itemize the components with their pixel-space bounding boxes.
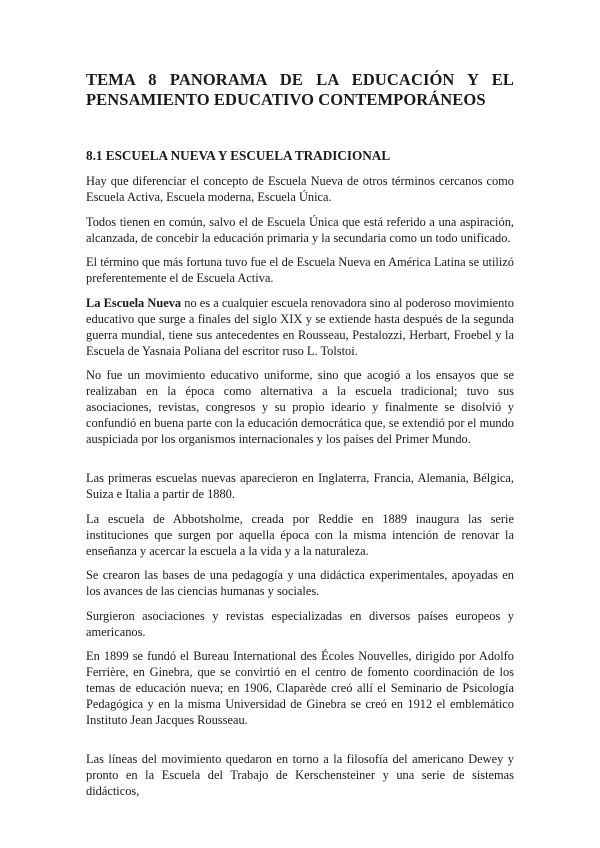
paragraph: Surgieron asociaciones y revistas especializadas en diversos países europeos y americanos. bbox=[86, 608, 514, 639]
paragraph: Las líneas del movimiento quedaron en torno a la filosofía del americano Dewey y pronto en la Escuela del Trabajo de Kerschensteiner y una serie de sistemas didácticos, bbox=[86, 752, 514, 798]
section-heading: 8.1 ESCUELA NUEVA Y ESCUELA TRADICIONAL bbox=[86, 148, 391, 163]
paragraph: El término que más fortuna tuvo fue el de Escuela Nueva en América Latina se utilizó preferentemente el de Escuela Activa. bbox=[86, 255, 514, 285]
paragraph: Las primeras escuelas nuevas aparecieron en Inglaterra, Francia, Alemania, Bélgica, Suiza e Italia a partir de 1880. bbox=[86, 471, 514, 501]
paragraph: Todos tienen en común, salvo el de Escuela Única que está referido a una aspiración, alcanzada, de concebir la educación primaria y la secundaria como un todo unificado. bbox=[86, 214, 514, 245]
paragraph-escuela-nueva bbox=[86, 295, 514, 359]
document-page bbox=[86, 70, 514, 808]
paragraph: Se crearon las bases de una pedagogía y una didáctica experimentales, apoyadas en los avances de las ciencias humanas y sociales. bbox=[86, 568, 514, 598]
document-title: TEMA 8 PANORAMA DE LA EDUCACIÓN Y EL PENSAMIENTO EDUCATIVO CONTEMPORÁNEOS bbox=[86, 70, 514, 109]
escuela-nueva-lead: La Escuela Nueva bbox=[86, 295, 182, 310]
paragraph: Hay que diferenciar el concepto de Escuela Nueva de otros términos cercanos como Escuela Activa, Escuela moderna, Escuela Única. bbox=[86, 174, 514, 204]
paragraph: No fue un movimiento educativo uniforme, sino que acogió a los ensayos que se realizaban en la época como alternativa a la escuela tradicional; tuvo sus asociaciones, revistas, congresos y su propio ideario y finalmente se disolvió y confundió en buena parte con la educación democrática que, se extendió por el mundo auspiciada por los organismos internacionales y los países del Primer Mundo. bbox=[86, 368, 514, 446]
paragraph: La escuela de Abbotsholme, creada por Reddie en 1889 inaugura las serie instituciones que surgen por aquella época con la misma intención de renovar la enseñanza y acercar la escuela a la vida y a la naturaleza. bbox=[86, 511, 514, 558]
escuela-nueva-text: no es a cualquier escuela renovadora sino al poderoso movimiento educativo que surge a finales del siglo XIX y se extiende hasta después de la segunda guerra mundial, tiene sus antecedentes en Rousseau, Pestalozzi, Herbart, Froebel y la Escuela de Yasnaia Poliana del escritor ruso L. Tolstoi. bbox=[86, 295, 514, 358]
paragraph: En 1899 se fundó el Bureau International des Écoles Nouvelles, dirigido por Adolfo Ferrière, en Ginebra, que se convirtió en el centro de fomento coordinación de los temas de educación nueva; en 1906, Claparède creó allí el Seminario de Psicología Pedagógica y en la misma Universidad de Ginebra se creó en 1912 el emblemático Instituto Jean Jacques Rousseau. bbox=[86, 649, 514, 727]
